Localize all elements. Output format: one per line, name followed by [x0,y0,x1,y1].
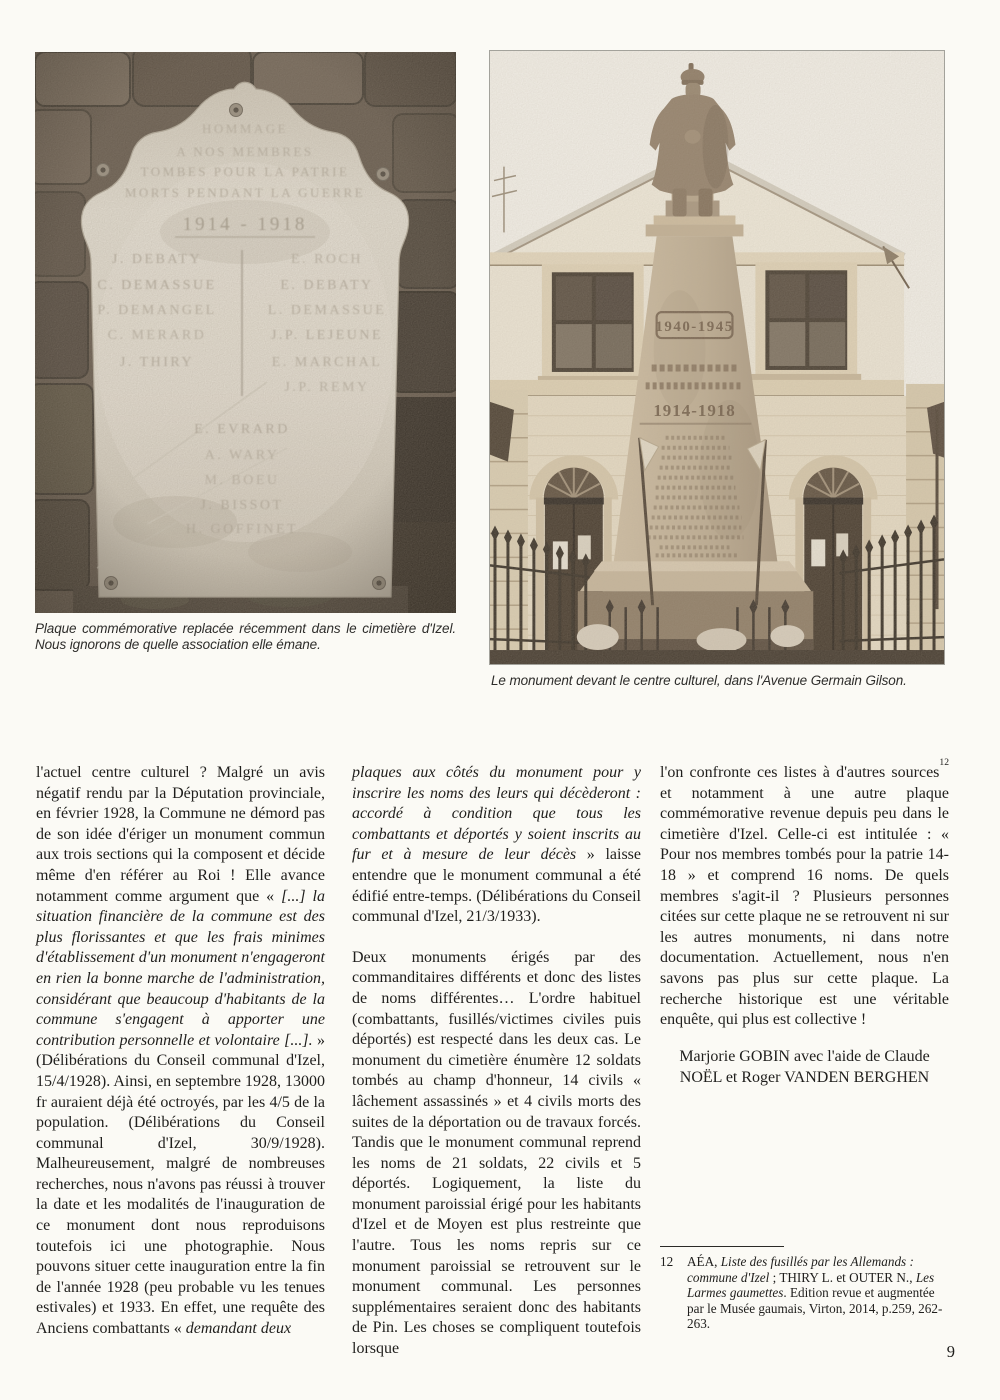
footnote-text: AÉA, Liste des fusillés par les Allemands : commune d'Izel ; THIRY L. et OUTER N., Les Larmes gaumettes. Edition revue et augmentée par le Musée gaumais, Virton, 2014, p.259, 262-263. [687,1254,943,1332]
paragraph: l'on confronte ces listes à d'autres sources$^{12}$ et notamment à une autre plaque commémorative revenue depuis peu dans le cimetière d'Izel. Celle-ci est intitulée : « Pour nos membres tombés pour la patrie 14-18 » et comprend 16 noms. De quels membres s'agit-il ? Plusieurs personnes citées sur cette plaque ne se retrouvent ni sur les autres monuments, ni dans notre documentation. Actuellement, nous n'en savons pas plus sur cette plaque. La recherche historique est une véritable enquête, qui plus est collective ! [660,757,949,1029]
article-column-1 [36,763,325,1340]
article-column-3 [660,757,949,1089]
right-photo-caption: Le monument devant le centre culturel, dans l'Avenue Germain Gilson. [491,673,907,688]
footnote-12 [660,1246,954,1332]
monument-photo [489,50,945,665]
paragraph: plaques aux côtés du monument pour y inscrire les noms des leurs qui décèderont : accordé à condition que tous les combattants et déportés y soient inscrits au fur et à mesure de leur décès » laisse entendre que le monument communal a été édifié entre-temps. (Délibérations du Conseil communal d'Izel, 21/3/1933). [352,764,642,926]
cemetery-plaque-illustration [35,52,456,613]
signature-line: NOËL et Roger VANDEN BERGHEN [679,1069,930,1087]
paragraph: Deux monuments érigés par des commanditaires différents et donc des listes de noms différentes… L'ordre habituel (combattants, fusillés/victimes civiles puis déportés) est respecté dans les deux cas. Le monument du cimetière énumère 12 soldats tombés au champ d'honneur, 14 civils « lâchement assassinés » et 4 civils morts des suites de la déportation ou de travaux forcés. Tandis que le monument communal reprend les noms de 21 soldats, 22 civils et 5 déportés. Logiquement, la liste du monument paroissial érigé pour les habitants d'Izel et de Moyen est plus restreinte que l'autre. Tous les noms repris sur ce monument paroissial se retrouvent sur le monument communal. Les personnes supplémentaires seraient donc des habitants de Pin. Les choses se compliquent toutefois lorsque [352,948,641,1358]
paragraph: l'actuel centre culturel ? Malgré un avis négatif rendu par la Députation provinciale, en février 1928, la Commune ne démord pas de son idée d'ériger un monument commun aux trois sections qui la composent et décide même d'en référer au Roi ! Elle avance notamment comme argument que « [...] la situation financière de la commune est des plus florissantes et que les frais minimes d'établissement d'un monument n'engageront en rien la bonne marche de l'administration, considérant que beaucoup d'habitants de la commune s'engagent à apporter une contribution personnelle et volontaire [...]. » (Délibérations du Conseil communal d'Izel, 15/4/1928). Ainsi, en septembre 1928, 13000 fr auraient déjà été octroyés, par les 4/5 de la population. (Délibérations du Conseil communal d'Izel, 30/9/1928). Malheureusement, malgré de nombreuses recherches, nous n'avons pas réussi à trouver la date et les modalités de l'inauguration de ce monument dont nous reproduisons toutefois ici une photographie. Nous pouvons situer cette inauguration entre la fin de l'année 1928 (peu probable vu les tenues estivales) et 1933. En effet, une requête des Anciens combattants « demandant deux [36,764,326,1338]
page-number: 9 [946,1342,955,1361]
inscription-1940-1945: 1940-1945 [655,319,734,336]
signature-line: Marjorie GOBIN avec l'aide de Claude [679,1047,930,1065]
cemetery-plaque-photo [35,52,456,613]
author-signature [660,1046,949,1089]
inscription-1914-1918: 1914-1918 [653,400,736,420]
left-photo-caption: Plaque commémorative replacée récemment dans le cimetière d'Izel. Nous ignorons de quelle association elle émane. [35,621,456,652]
footnote-number: 12 [660,1254,674,1269]
article-column-2 [352,763,641,1360]
monument-illustration [490,51,944,664]
footnote-rule [660,1246,784,1247]
